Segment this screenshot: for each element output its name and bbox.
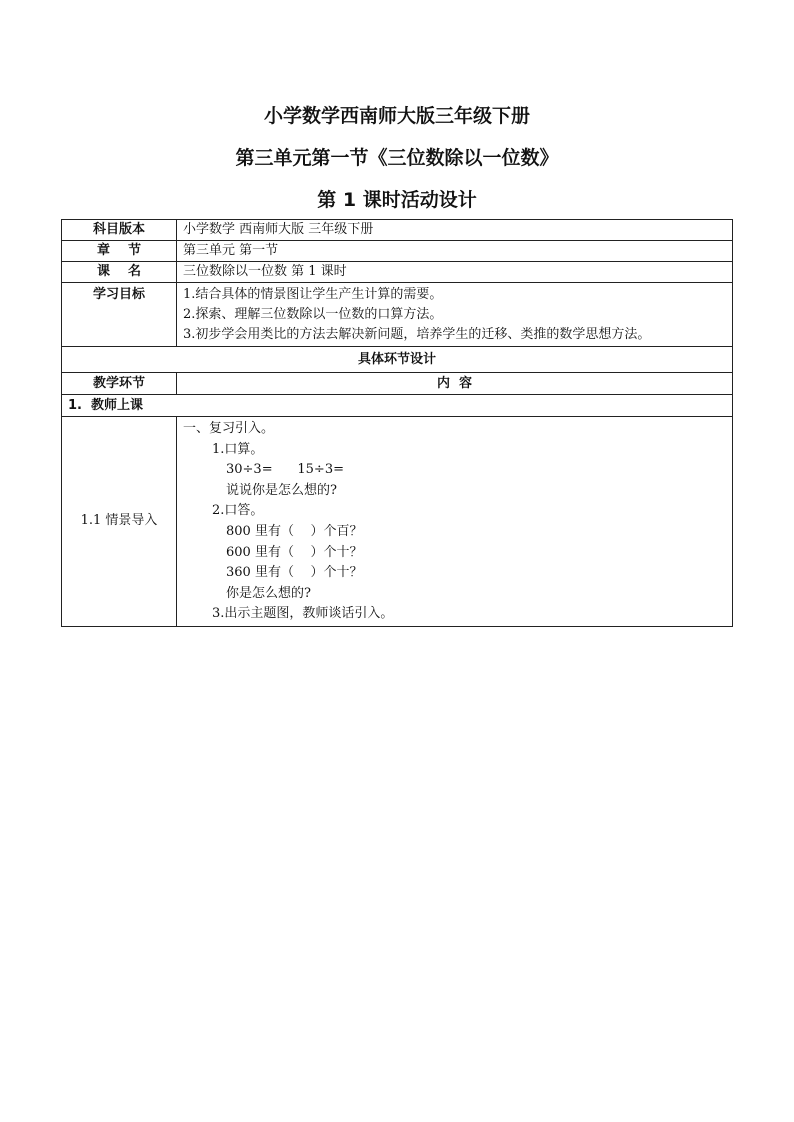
content-line: 一、复习引入。 bbox=[183, 421, 275, 436]
content-line: 1.口算。 bbox=[212, 441, 264, 457]
goals-list bbox=[177, 283, 733, 347]
content-line: 你是怎么想的? bbox=[226, 585, 311, 601]
goals-row bbox=[62, 283, 733, 347]
column-header-row bbox=[62, 373, 733, 395]
content-line: 600 里有（ ）个十？ bbox=[226, 544, 363, 560]
info-value: 小学数学 西南师大版 三年级下册 bbox=[177, 220, 733, 241]
goal-item: 1.结合具体的情景图让学生产生计算的需要。 bbox=[183, 287, 443, 302]
content-line: 30÷3= 15÷3= bbox=[226, 462, 344, 478]
info-row-subject bbox=[62, 220, 733, 241]
content-line: 说说你是怎么想的? bbox=[226, 482, 337, 498]
info-value: 第三单元 第一节 bbox=[177, 241, 733, 262]
stage-row bbox=[62, 417, 733, 627]
info-label: 章 节 bbox=[62, 241, 177, 262]
info-label: 科目版本 bbox=[62, 220, 177, 241]
col-header-stage: 教学环节 bbox=[62, 373, 177, 395]
info-value: 三位数除以一位数 第 1 课时 bbox=[177, 262, 733, 283]
doc-title-line1: 小学数学西南师大版三年级下册 bbox=[263, 105, 530, 127]
goal-item: 2.探索、理解三位数除以一位数的口算方法。 bbox=[183, 307, 443, 322]
doc-title-line2: 第三单元第一节《三位数除以一位数》 bbox=[235, 147, 559, 169]
col-header-content: 内 容 bbox=[177, 373, 733, 395]
doc-title-line3: 第 1 课时活动设计 bbox=[317, 189, 477, 211]
lesson-table bbox=[61, 219, 733, 627]
stage-name: 1.1 情景导入 bbox=[62, 417, 177, 627]
goal-item: 3.初步学会用类比的方法去解决新问题，培养学生的迁移、类推的数学思想方法。 bbox=[183, 327, 651, 342]
content-line: 2.口答。 bbox=[212, 503, 264, 519]
stage-content bbox=[177, 417, 733, 627]
content-line: 360 里有（ ）个十？ bbox=[226, 565, 363, 581]
content-line: 3.出示主题图，教师谈话引入。 bbox=[212, 606, 394, 622]
goals-label: 学习目标 bbox=[62, 283, 177, 347]
part-row bbox=[62, 395, 733, 417]
info-row-chapter bbox=[62, 241, 733, 262]
section-title: 具体环节设计 bbox=[62, 347, 733, 373]
part-title: 1. 教师上课 bbox=[62, 395, 733, 417]
info-label: 课 名 bbox=[62, 262, 177, 283]
section-title-row bbox=[62, 347, 733, 373]
content-line: 800 里有（ ）个百？ bbox=[226, 523, 363, 539]
info-row-lesson bbox=[62, 262, 733, 283]
